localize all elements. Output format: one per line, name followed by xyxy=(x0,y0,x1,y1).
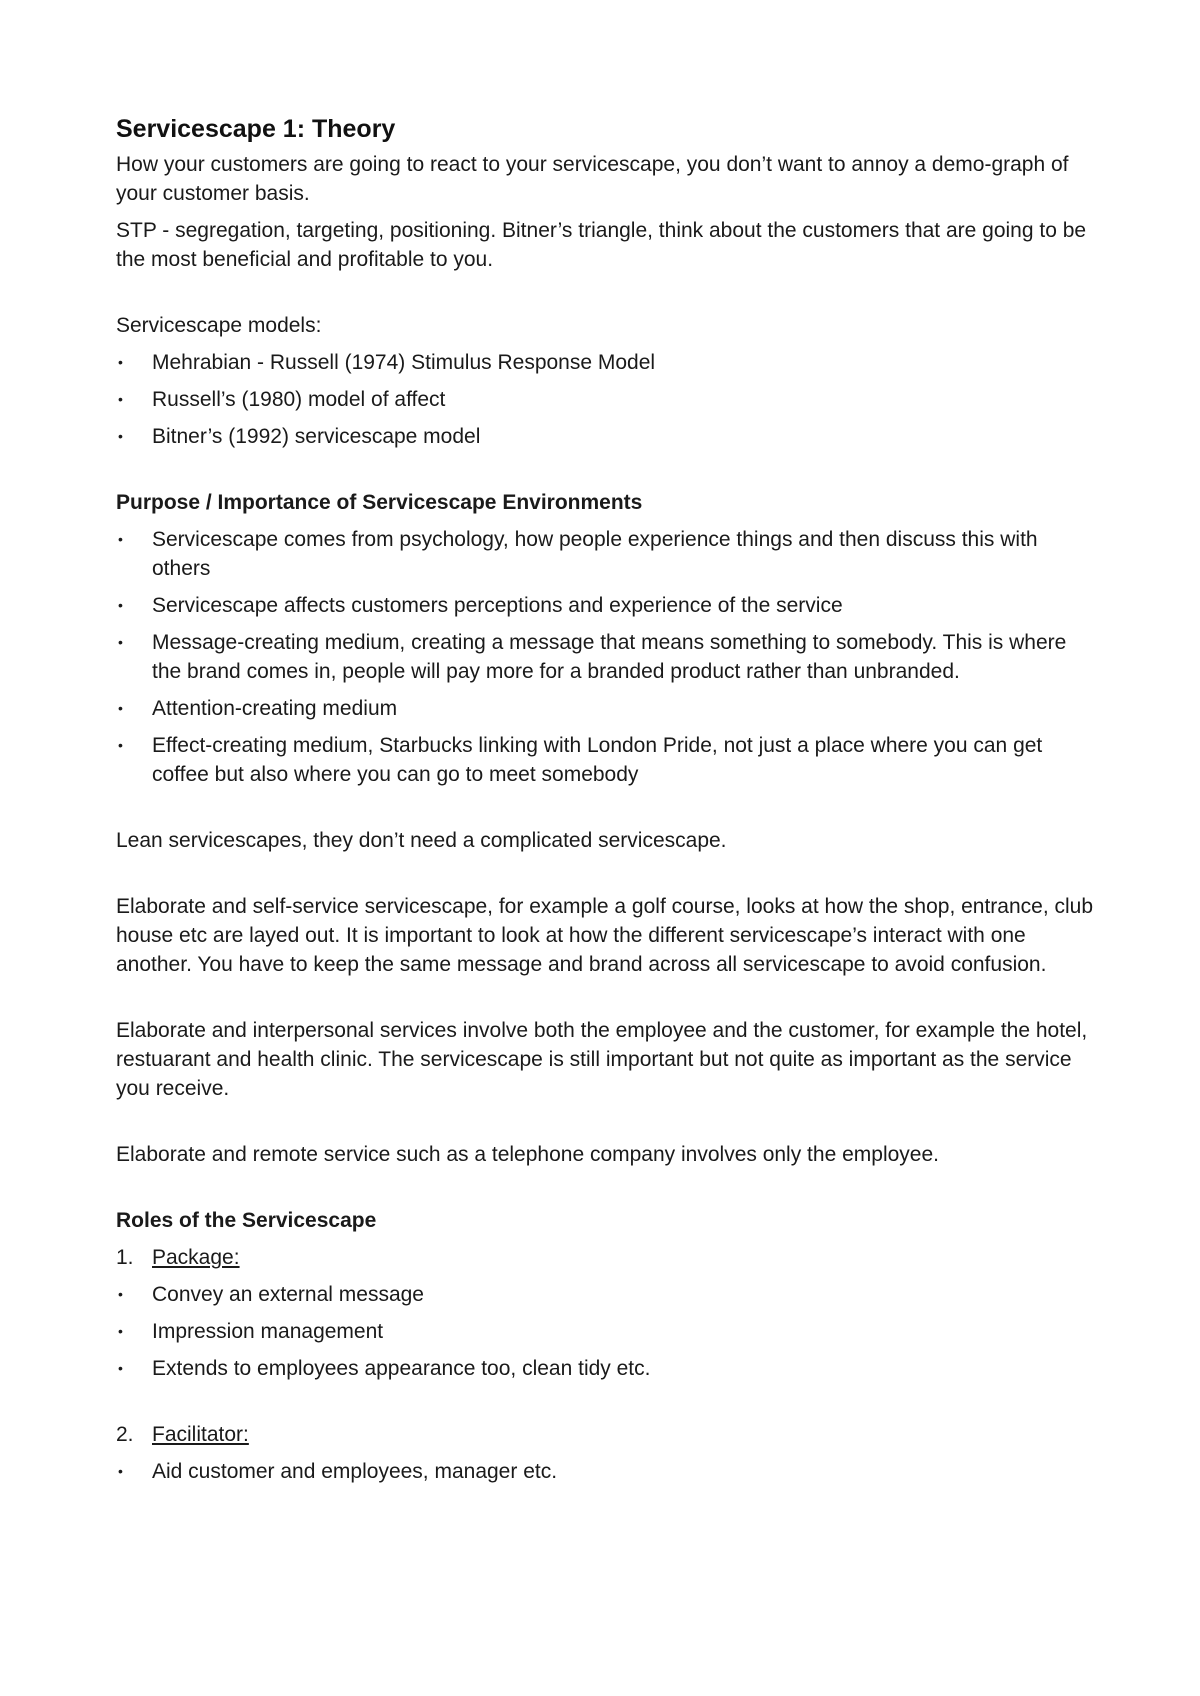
item-number: 2. xyxy=(116,1423,134,1446)
spacer xyxy=(116,282,1096,311)
spacer xyxy=(116,987,1096,1016)
spacer xyxy=(116,1111,1096,1140)
spacer xyxy=(116,863,1096,892)
numbered-item-facilitator xyxy=(116,1420,1096,1449)
document-page xyxy=(116,112,1096,1494)
spacer xyxy=(116,459,1096,488)
body-paragraph: Elaborate and interpersonal services involve both the employee and the customer, for example the hotel, restuarant and health clinic. The servicescape is still important but not quite as important as the service you receive. xyxy=(116,1019,1088,1100)
spacer xyxy=(116,1391,1096,1420)
list-item: • Attention-creating medium xyxy=(116,694,1096,723)
intro-paragraph: STP - segregation, targeting, positioning. Bitner’s triangle, think about the customers that are going to be the most beneficial and profitable to you. xyxy=(116,219,1087,271)
list-item: • Mehrabian - Russell (1974) Stimulus Response Model xyxy=(116,348,1096,377)
body-paragraph: Lean servicescapes, they don’t need a complicated servicescape. xyxy=(116,829,727,852)
list-item: • Extends to employees appearance too, clean tidy etc. xyxy=(116,1354,1096,1383)
list-item: • Servicescape affects customers perceptions and experience of the service xyxy=(116,591,1096,620)
section-heading-roles: Roles of the Servicescape xyxy=(116,1209,377,1232)
list-item: • Aid customer and employees, manager etc. xyxy=(116,1457,1096,1486)
item-number: 1. xyxy=(116,1246,134,1269)
models-list xyxy=(116,348,1096,451)
list-item: • Effect-creating medium, Starbucks linking with London Pride, not just a place where you can get coffee but also where you can go to meet somebody xyxy=(116,731,1096,789)
numbered-item-package xyxy=(116,1243,1096,1272)
body-paragraph: Elaborate and remote service such as a telephone company involves only the employee. xyxy=(116,1143,939,1166)
item-label: Package: xyxy=(152,1246,240,1269)
item-label: Facilitator: xyxy=(152,1423,249,1446)
list-item: • Impression management xyxy=(116,1317,1096,1346)
spacer xyxy=(116,1177,1096,1206)
section-heading-purpose: Purpose / Importance of Servicescape Environments xyxy=(116,491,643,514)
package-list xyxy=(116,1280,1096,1383)
intro-paragraph: How your customers are going to react to your servicescape, you don’t want to annoy a demo-graph of your customer basis. xyxy=(116,153,1069,205)
facilitator-list xyxy=(116,1457,1096,1486)
list-item: • Convey an external message xyxy=(116,1280,1096,1309)
models-label: Servicescape models: xyxy=(116,314,322,337)
page-title: Servicescape 1: Theory xyxy=(116,115,396,143)
purpose-list xyxy=(116,525,1096,789)
body-paragraph: Elaborate and self-service servicescape, for example a golf course, looks at how the shop, entrance, club house etc are layed out. It is important to look at how the different servicescape’s interact with one another. You have to keep the same message and brand across all servicescape to avoid confusion. xyxy=(116,895,1094,976)
spacer xyxy=(116,797,1096,826)
list-item: • Bitner’s (1992) servicescape model xyxy=(116,422,1096,451)
list-item: • Servicescape comes from psychology, how people experience things and then discuss this with others xyxy=(116,525,1096,583)
list-item: • Message-creating medium, creating a message that means something to somebody. This is where the brand comes in, people will pay more for a branded product rather than unbranded. xyxy=(116,628,1096,686)
list-item: • Russell’s (1980) model of affect xyxy=(116,385,1096,414)
